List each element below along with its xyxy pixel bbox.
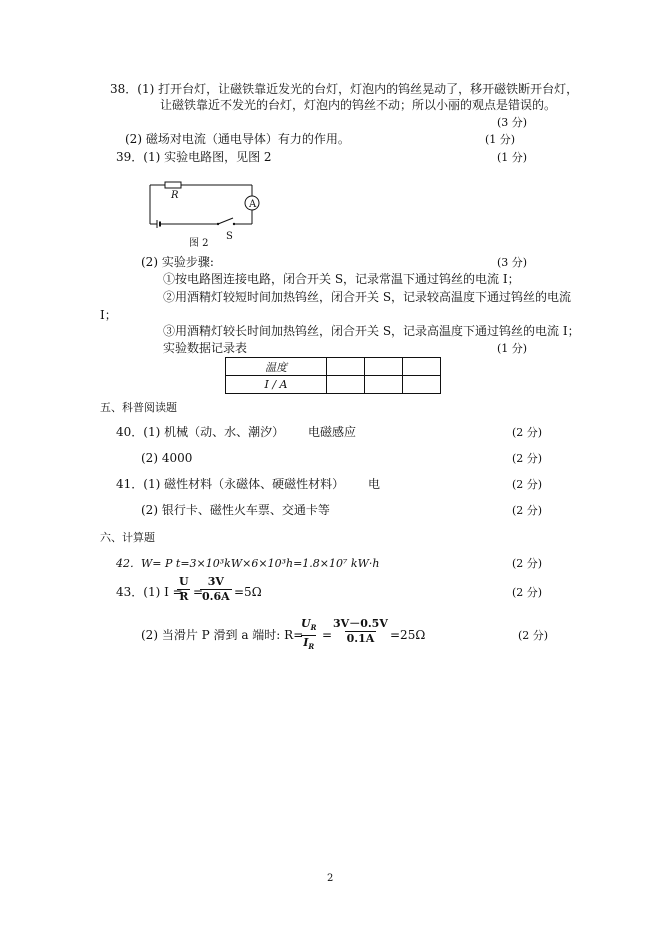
q38-line2: 让磁铁靠近不发光的台灯，灯泡内的钨丝不动；所以小丽的观点是错误的。 xyxy=(160,98,557,112)
q43-2-sub-bottom: R xyxy=(308,642,315,652)
q43-f2-den: 0.6A xyxy=(202,590,230,603)
q43-f1-num: U xyxy=(179,575,189,588)
resistor-label: R xyxy=(171,190,179,201)
q39-table-title: 实验数据记录表 xyxy=(163,341,248,355)
q38-score1: (3 分) xyxy=(497,116,528,129)
page-number: 2 xyxy=(327,873,334,884)
table-row xyxy=(226,376,441,394)
q43-fraction-ur xyxy=(177,575,191,604)
q43-2-fraction-values xyxy=(331,617,390,646)
table-cell xyxy=(365,376,403,394)
q43-fraction-values xyxy=(200,575,232,604)
table-cell xyxy=(327,358,365,376)
q39-score2: (3 分) xyxy=(497,256,528,269)
q39-step3: ③用酒精灯较长时间加热钨丝，闭合开关 S，记录高温度下通过钨丝的电流 I； xyxy=(163,324,580,338)
q41-1: 41．(1) 磁性材料（永磁体、硬磁性材料） xyxy=(116,477,345,491)
q40-1: 40．(1) 机械（动、水、潮汐） xyxy=(116,425,285,439)
q43-eq: = xyxy=(193,585,204,599)
q43-2-f1-num: U xyxy=(301,617,311,630)
q43-2-f1-den-wrap xyxy=(301,635,316,654)
q43-2-eq: = xyxy=(322,628,333,642)
table-cell xyxy=(327,376,365,394)
q38-part2: (2) 磁场对电流（通电导体）有力的作用。 xyxy=(125,132,350,146)
table-cell-temp: 温度 xyxy=(226,358,327,376)
q40-1b: 电磁感应 xyxy=(308,425,357,439)
table-cell-current: I / A xyxy=(226,376,327,394)
q43-2-f2-den: 0.1A xyxy=(346,632,375,645)
q43-2-f1-den: I xyxy=(303,636,309,650)
q41-2: (2) 银行卡、磁性火车票、交通卡等 xyxy=(141,503,330,517)
section5-title: 五、科普阅读题 xyxy=(100,401,177,414)
q41-2-score: (2 分) xyxy=(512,504,543,517)
ammeter-label: A xyxy=(249,199,257,210)
q38-line1: 38．(1) 打开台灯，让磁铁靠近发光的台灯，灯泡内的钨丝晃动了，移开磁铁断开台灯， xyxy=(110,82,579,96)
q43-label: 43．(1) I = xyxy=(116,585,183,599)
q42: 42．W= P t=3×10³kW×6×10³h=1.8×10⁷ kW·h xyxy=(116,557,380,570)
q39-score1: (1 分) xyxy=(497,151,528,164)
q43-result: =5Ω xyxy=(234,585,262,599)
q41-1b: 电 xyxy=(368,477,381,491)
q43-f2-num: 3V xyxy=(207,575,224,588)
q40-1-score: (2 分) xyxy=(512,426,543,439)
table-row xyxy=(226,358,441,376)
q43-2-score: (2 分) xyxy=(518,629,549,642)
q39-score3: (1 分) xyxy=(497,342,528,355)
q43-2-label: (2) 当滑片 P 滑到 a 端时: R= xyxy=(141,628,304,642)
table-cell xyxy=(403,376,441,394)
q43-score: (2 分) xyxy=(512,586,543,599)
q38-score2: (1 分) xyxy=(485,133,516,146)
table-cell xyxy=(365,358,403,376)
switch-symbol xyxy=(218,218,233,224)
q40-2: (2) 4000 xyxy=(141,451,193,465)
switch-label: S xyxy=(226,231,233,242)
q39-part2: (2) 实验步骤: xyxy=(141,255,214,269)
q41-1-score: (2 分) xyxy=(512,478,543,491)
q39-step2-cont: I； xyxy=(100,308,117,322)
q42-score: (2 分) xyxy=(512,557,543,570)
figure-label: 图 2 xyxy=(189,238,209,249)
q39-step1: ①按电路图连接电路，闭合开关 S，记录常温下通过钨丝的电流 I； xyxy=(163,272,520,286)
q39-step2: ②用酒精灯较短时间加热钨丝，闭合开关 S，记录较高温度下通过钨丝的电流 xyxy=(163,290,572,304)
q43-2-fraction-ui xyxy=(299,617,318,654)
q40-2-score: (2 分) xyxy=(512,452,543,465)
table-cell xyxy=(403,358,441,376)
data-record-table xyxy=(225,357,441,394)
section6-title: 六、计算题 xyxy=(100,531,155,544)
q43-2-f1-num-wrap xyxy=(299,617,318,635)
q39-part1: 39．(1) 实验电路图，见图 2 xyxy=(116,150,272,164)
q43-2-f2-num: 3V－0.5V xyxy=(333,617,388,630)
q43-f1-den: R xyxy=(179,590,189,603)
q43-2-result: =25Ω xyxy=(390,628,426,642)
q43-2-sub-top: R xyxy=(310,623,317,633)
